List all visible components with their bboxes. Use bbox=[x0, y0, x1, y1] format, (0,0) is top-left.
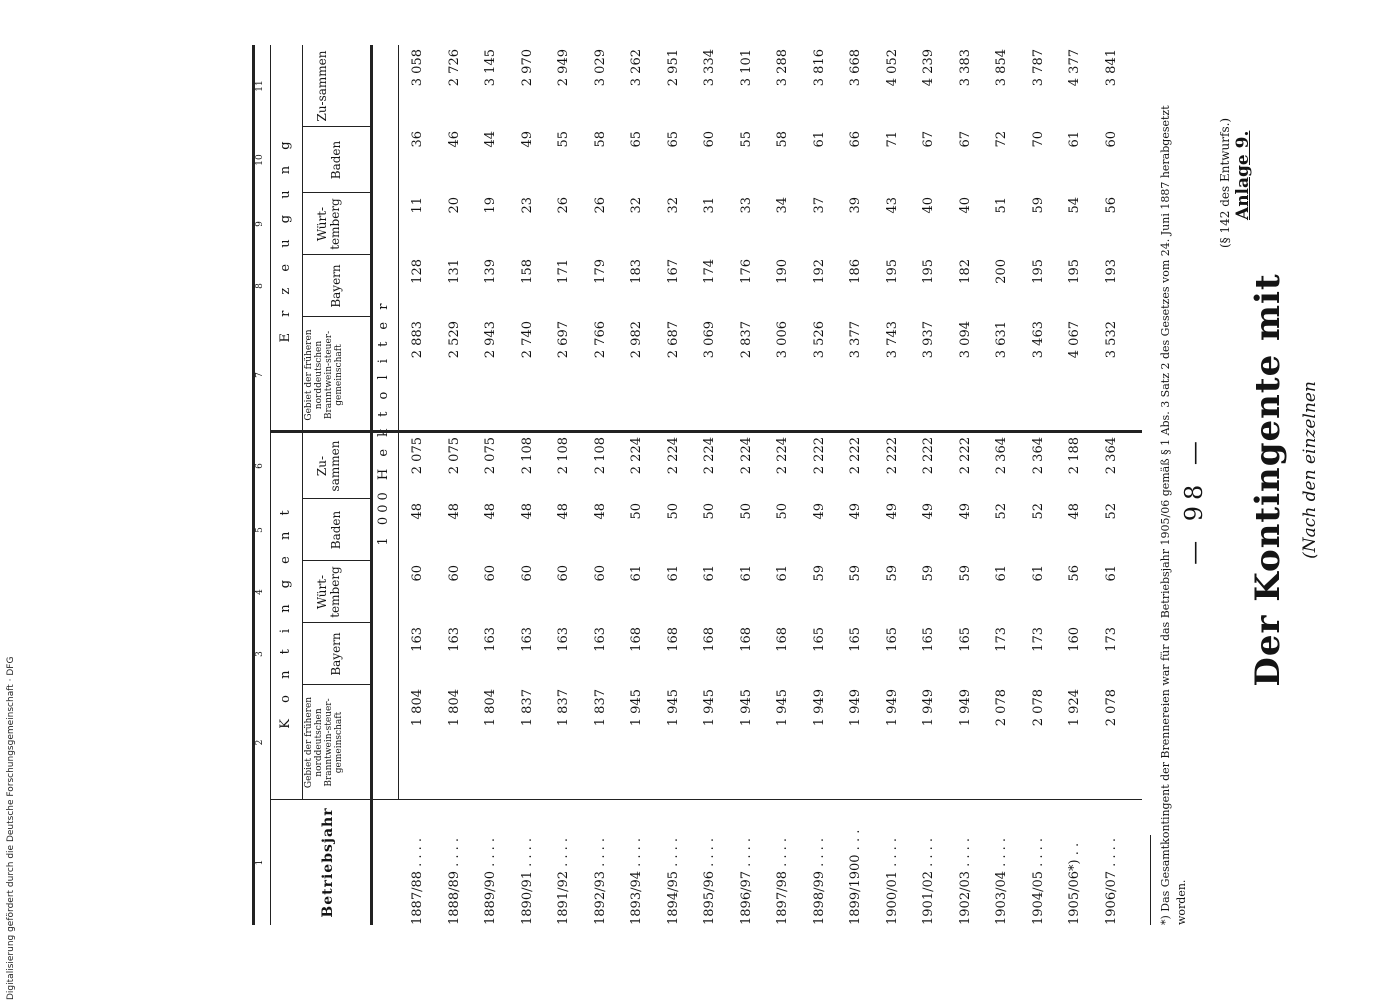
table-cell: 26 bbox=[556, 197, 571, 214]
table-cell: 2 697 bbox=[556, 321, 571, 359]
table-cell: 2 222 bbox=[811, 437, 827, 475]
vrule bbox=[302, 498, 370, 499]
table-cell: 131 bbox=[446, 259, 462, 284]
table-cell: 2 364 bbox=[994, 437, 1009, 475]
table-cell: 1 945 bbox=[665, 689, 681, 727]
table-cell: 60 bbox=[446, 565, 462, 582]
table-cell: 3 841 bbox=[1103, 49, 1119, 87]
table-cell: 2 075 bbox=[483, 437, 498, 475]
data-table bbox=[252, 45, 1142, 925]
table-cell: 50 bbox=[665, 503, 681, 520]
table-cell: 1 945 bbox=[738, 689, 754, 727]
table-cell: 163 bbox=[592, 627, 608, 652]
footnote-rule bbox=[1150, 835, 1151, 925]
vrule bbox=[302, 254, 370, 255]
page-number: — 98 — bbox=[1180, 435, 1208, 565]
k-baden-header: Baden bbox=[329, 510, 343, 550]
table-cell: 48 bbox=[410, 503, 425, 520]
table-cell: 186 bbox=[848, 259, 863, 284]
row-year: 1906/07 . . . . bbox=[1103, 837, 1119, 925]
table-cell: 195 bbox=[1067, 259, 1082, 284]
table-cell: 61 bbox=[738, 565, 754, 582]
table-cell: 71 bbox=[884, 131, 900, 148]
table-cell: 49 bbox=[519, 131, 535, 148]
table-cell: 3 631 bbox=[994, 321, 1009, 359]
table-cell: 2 222 bbox=[921, 437, 936, 475]
table-cell: 55 bbox=[556, 131, 571, 148]
table-cell: 3 145 bbox=[483, 49, 498, 87]
table-cell: 158 bbox=[519, 259, 535, 284]
table-cell: 190 bbox=[775, 259, 790, 284]
table-cell: 128 bbox=[410, 259, 425, 284]
table-cell: 4 067 bbox=[1067, 321, 1082, 359]
table-cell: 59 bbox=[884, 565, 900, 582]
table-cell: 2 188 bbox=[1067, 437, 1082, 475]
table-cell: 1 804 bbox=[410, 689, 425, 727]
table-cell: 1 924 bbox=[1067, 689, 1082, 727]
table-cell: 52 bbox=[1103, 503, 1119, 520]
table-cell: 61 bbox=[1103, 565, 1119, 582]
vrule-center bbox=[270, 430, 1142, 433]
table-cell: 61 bbox=[665, 565, 681, 582]
table-cell: 2 222 bbox=[884, 437, 900, 475]
table-cell: 4 239 bbox=[921, 49, 936, 87]
table-cell: 72 bbox=[994, 131, 1009, 148]
table-cell: 60 bbox=[410, 565, 425, 582]
table-cell: 48 bbox=[592, 503, 608, 520]
unit-rule bbox=[398, 45, 399, 800]
table-cell: 168 bbox=[665, 627, 681, 652]
table-cell: 2 224 bbox=[775, 437, 790, 475]
row-year: 1898/99 . . . . bbox=[811, 837, 827, 925]
table-cell: 3 383 bbox=[957, 49, 973, 87]
table-cell: 59 bbox=[848, 565, 863, 582]
table-cell: 2 108 bbox=[519, 437, 535, 475]
row-year: 1905/06*) . . bbox=[1067, 842, 1082, 925]
paragraph-reference: (§ 142 des Entwurfs.) bbox=[1218, 117, 1232, 248]
table-cell: 61 bbox=[1067, 131, 1082, 148]
digitization-note: Digitalisierung gefördert durch die Deutsche Forschungsgemeinschaft · DFG bbox=[6, 656, 16, 1000]
table-cell: 3 006 bbox=[775, 321, 790, 359]
table-cell: 176 bbox=[738, 259, 754, 284]
table-cell: 2 726 bbox=[446, 49, 462, 87]
row-year: 1896/97 . . . . bbox=[738, 837, 754, 925]
table-cell: 59 bbox=[921, 565, 936, 582]
table-cell: 34 bbox=[775, 197, 790, 214]
colnum-3: 3 bbox=[255, 651, 265, 657]
table-cell: 48 bbox=[1067, 503, 1082, 520]
table-cell: 168 bbox=[738, 627, 754, 652]
table-cell: 50 bbox=[775, 503, 790, 520]
colnum-10: 10 bbox=[255, 154, 265, 166]
table-cell: 3 058 bbox=[410, 49, 425, 87]
table-cell: 50 bbox=[629, 503, 644, 520]
row-year: 1890/91 . . . . bbox=[519, 837, 535, 925]
row-year: 1892/93 . . . . bbox=[592, 837, 608, 925]
table-cell: 168 bbox=[702, 627, 717, 652]
table-cell: 59 bbox=[811, 565, 827, 582]
table-cell: 33 bbox=[738, 197, 754, 214]
table-cell: 3 377 bbox=[848, 321, 863, 359]
row-year: 1893/94 . . . . bbox=[629, 837, 644, 925]
row-year: 1902/03 . . . . bbox=[957, 837, 973, 925]
colnum-5: 5 bbox=[255, 527, 265, 533]
colnum-rule bbox=[270, 45, 271, 925]
row-year: 1903/04 . . . . bbox=[994, 837, 1009, 925]
table-cell: 52 bbox=[994, 503, 1009, 520]
year-header: Betriebsjahr bbox=[320, 807, 336, 918]
table-cell: 1 837 bbox=[556, 689, 571, 727]
table-cell: 20 bbox=[446, 197, 462, 214]
table-cell: 32 bbox=[629, 197, 644, 214]
table-cell: 55 bbox=[738, 131, 754, 148]
table-cell: 44 bbox=[483, 131, 498, 148]
table-cell: 48 bbox=[519, 503, 535, 520]
table-cell: 168 bbox=[775, 627, 790, 652]
table-cell: 70 bbox=[1030, 131, 1046, 148]
table-cell: 56 bbox=[1067, 565, 1082, 582]
table-cell: 165 bbox=[957, 627, 973, 652]
table-cell: 3 787 bbox=[1030, 49, 1046, 87]
table-cell: 1 804 bbox=[483, 689, 498, 727]
page-subtitle: (Nach den einzelnen bbox=[1300, 381, 1320, 559]
table-cell: 2 766 bbox=[592, 321, 608, 359]
colnum-1: 1 bbox=[255, 859, 265, 866]
table-cell: 3 463 bbox=[1030, 321, 1046, 359]
table-cell: 23 bbox=[519, 197, 535, 214]
group-kontingent: K o n t i n g e n t bbox=[278, 504, 293, 729]
vrule bbox=[302, 560, 370, 561]
table-cell: 3 094 bbox=[957, 321, 973, 359]
table-cell: 19 bbox=[483, 197, 498, 214]
table-cell: 1 837 bbox=[592, 689, 608, 727]
e-gebiet-header: Gebiet der früheren norddeutschen Branntwein-steuer-gemeinschaft bbox=[304, 329, 344, 421]
table-cell: 163 bbox=[556, 627, 571, 652]
table-cell: 139 bbox=[483, 259, 498, 284]
table-cell: 3 937 bbox=[921, 321, 936, 359]
table-cell: 11 bbox=[410, 197, 425, 214]
table-cell: 31 bbox=[702, 197, 717, 214]
table-cell: 50 bbox=[738, 503, 754, 520]
table-cell: 183 bbox=[629, 259, 644, 284]
row-year: 1888/89 . . . . bbox=[446, 837, 462, 925]
colnum-6: 6 bbox=[255, 463, 265, 469]
row-year: 1899/1900 . . . bbox=[848, 829, 863, 925]
table-cell: 168 bbox=[629, 627, 644, 652]
table-cell: 167 bbox=[665, 259, 681, 284]
table-cell: 3 262 bbox=[629, 49, 644, 87]
table-cell: 61 bbox=[811, 131, 827, 148]
table-cell: 2 687 bbox=[665, 321, 681, 359]
row-year: 1894/95 . . . . bbox=[665, 837, 681, 925]
table-cell: 2 740 bbox=[519, 321, 535, 359]
colnum-2: 2 bbox=[255, 739, 265, 746]
table-cell: 182 bbox=[957, 259, 973, 284]
table-cell: 2 224 bbox=[629, 437, 644, 475]
table-cell: 2 222 bbox=[848, 437, 863, 475]
table-cell: 1 945 bbox=[775, 689, 790, 727]
table-cell: 2 364 bbox=[1103, 437, 1119, 475]
table-cell: 3 526 bbox=[811, 321, 827, 359]
table-cell: 26 bbox=[592, 197, 608, 214]
table-cell: 179 bbox=[592, 259, 608, 284]
table-cell: 48 bbox=[556, 503, 571, 520]
colnum-8: 8 bbox=[255, 283, 265, 289]
row-year: 1887/88 . . . . bbox=[410, 837, 425, 925]
table-cell: 60 bbox=[519, 565, 535, 582]
table-cell: 50 bbox=[702, 503, 717, 520]
table-cell: 60 bbox=[556, 565, 571, 582]
table-cell: 2 108 bbox=[556, 437, 571, 475]
table-cell: 163 bbox=[483, 627, 498, 652]
table-cell: 49 bbox=[957, 503, 973, 520]
table-cell: 43 bbox=[884, 197, 900, 214]
table-cell: 61 bbox=[775, 565, 790, 582]
table-cell: 60 bbox=[592, 565, 608, 582]
table-cell: 61 bbox=[702, 565, 717, 582]
table-cell: 56 bbox=[1103, 197, 1119, 214]
vrule bbox=[302, 126, 370, 127]
table-cell: 3 069 bbox=[702, 321, 717, 359]
table-cell: 61 bbox=[629, 565, 644, 582]
table-cell: 1 945 bbox=[629, 689, 644, 727]
table-cell: 173 bbox=[1103, 627, 1119, 652]
unit-label: 1 000 H e k t o l i t e r bbox=[376, 299, 391, 546]
anlage-label: Anlage 9. bbox=[1233, 130, 1253, 220]
table-cell: 3 334 bbox=[702, 49, 717, 87]
table-cell: 3 101 bbox=[738, 49, 754, 87]
vrule bbox=[302, 622, 370, 623]
k-bayern-header: Bayern bbox=[329, 632, 343, 676]
table-cell: 58 bbox=[592, 131, 608, 148]
vrule bbox=[302, 192, 370, 193]
e-wuerttemberg-header: Würt-temberg bbox=[315, 198, 342, 250]
table-cell: 3 854 bbox=[994, 49, 1009, 87]
header-bottom-rule bbox=[370, 45, 373, 925]
table-cell: 2 108 bbox=[592, 437, 608, 475]
table-cell: 195 bbox=[921, 259, 936, 284]
table-cell: 2 224 bbox=[702, 437, 717, 475]
table-cell: 3 532 bbox=[1103, 321, 1119, 359]
colnum-11: 11 bbox=[255, 80, 265, 92]
table-cell: 49 bbox=[811, 503, 827, 520]
table-cell: 173 bbox=[994, 627, 1009, 652]
vrule bbox=[302, 684, 370, 685]
table-cell: 2 224 bbox=[665, 437, 681, 475]
k-wuerttemberg-header: Würt-temberg bbox=[315, 566, 342, 618]
row-year: 1895/96 . . . . bbox=[702, 837, 717, 925]
table-cell: 1 949 bbox=[921, 689, 936, 727]
table-cell: 3 668 bbox=[848, 49, 863, 87]
table-cell: 2 970 bbox=[519, 49, 535, 87]
table-cell: 2 075 bbox=[446, 437, 462, 475]
table-cell: 193 bbox=[1103, 259, 1119, 284]
table-cell: 2 949 bbox=[556, 49, 571, 87]
table-cell: 37 bbox=[811, 197, 827, 214]
table-cell: 195 bbox=[884, 259, 900, 284]
colnum-4: 4 bbox=[255, 589, 265, 595]
table-cell: 49 bbox=[921, 503, 936, 520]
row-year: 1904/05 . . . . bbox=[1030, 837, 1046, 925]
table-cell: 163 bbox=[446, 627, 462, 652]
table-cell: 1 949 bbox=[811, 689, 827, 727]
e-zusammen-header: Zu-sammen bbox=[315, 50, 329, 122]
table-cell: 60 bbox=[483, 565, 498, 582]
k-zusammen-header: Zu-sammen bbox=[315, 440, 342, 492]
k-gebiet-header: Gebiet der früheren norddeutschen Branntwein-steuer-gemeinschaft bbox=[304, 696, 344, 789]
table-cell: 49 bbox=[848, 503, 863, 520]
table-cell: 171 bbox=[556, 259, 571, 284]
e-baden-header: Baden bbox=[329, 140, 343, 180]
table-cell: 165 bbox=[921, 627, 936, 652]
table-cell: 2 883 bbox=[410, 321, 425, 359]
table-cell: 4 377 bbox=[1067, 49, 1082, 87]
table-cell: 3 743 bbox=[884, 321, 900, 359]
footnote: *) Das Gesamtkontingent der Brennereien war für das Betriebsjahr 1905/06 gemäß § 1 Abs. 3 Satz 2 des Gesetzes vom 24. Juni 1887 herabgesetzt worden. bbox=[1159, 105, 1188, 925]
table-cell: 39 bbox=[848, 197, 863, 214]
table-cell: 52 bbox=[1030, 503, 1046, 520]
table-cell: 48 bbox=[483, 503, 498, 520]
row-year: 1901/02 . . . . bbox=[921, 837, 936, 925]
table-cell: 60 bbox=[1103, 131, 1119, 148]
row-year: 1891/92 . . . . bbox=[556, 837, 571, 925]
table-cell: 46 bbox=[446, 131, 462, 148]
table-cell: 61 bbox=[1030, 565, 1046, 582]
table-cell: 160 bbox=[1067, 627, 1082, 652]
table-cell: 3 288 bbox=[775, 49, 790, 87]
table-cell: 2 529 bbox=[446, 321, 462, 359]
table-cell: 2 364 bbox=[1030, 437, 1046, 475]
table-cell: 2 943 bbox=[483, 321, 498, 359]
table-cell: 163 bbox=[410, 627, 425, 652]
table-cell: 60 bbox=[702, 131, 717, 148]
table-cell: 1 945 bbox=[702, 689, 717, 727]
table-cell: 48 bbox=[446, 503, 462, 520]
table-cell: 2 078 bbox=[1103, 689, 1119, 727]
table-cell: 40 bbox=[957, 197, 973, 214]
e-bayern-header: Bayern bbox=[329, 264, 343, 308]
row-year: 1897/98 . . . . bbox=[775, 837, 790, 925]
table-cell: 49 bbox=[884, 503, 900, 520]
table-cell: 174 bbox=[702, 259, 717, 284]
colnum-7: 7 bbox=[255, 372, 265, 378]
table-cell: 1 949 bbox=[848, 689, 863, 727]
table-cell: 195 bbox=[1030, 259, 1046, 284]
page-title: Der Kontingente mit bbox=[1248, 273, 1288, 687]
table-cell: 3 029 bbox=[592, 49, 608, 87]
table-cell: 36 bbox=[410, 131, 425, 148]
group-rule bbox=[302, 45, 303, 800]
table-cell: 2 222 bbox=[957, 437, 973, 475]
group-erzeugung: E r z e u g u n g bbox=[278, 135, 293, 343]
colnum-9: 9 bbox=[255, 221, 265, 227]
table-cell: 3 816 bbox=[811, 49, 827, 87]
table-cell: 2 224 bbox=[738, 437, 754, 475]
table-cell: 51 bbox=[994, 197, 1009, 214]
table-cell: 192 bbox=[811, 259, 827, 284]
table-cell: 59 bbox=[1030, 197, 1046, 214]
table-cell: 1 837 bbox=[519, 689, 535, 727]
table-cell: 67 bbox=[957, 131, 973, 148]
table-cell: 61 bbox=[994, 565, 1009, 582]
table-cell: 4 052 bbox=[884, 49, 900, 87]
table-cell: 200 bbox=[994, 259, 1009, 284]
row-year: 1889/90 . . . . bbox=[483, 837, 498, 925]
table-cell: 1 949 bbox=[957, 689, 973, 727]
table-cell: 32 bbox=[665, 197, 681, 214]
table-cell: 163 bbox=[519, 627, 535, 652]
table-cell: 65 bbox=[665, 131, 681, 148]
table-cell: 2 075 bbox=[410, 437, 425, 475]
vrule bbox=[302, 316, 370, 317]
table-cell: 2 951 bbox=[665, 49, 681, 87]
table-cell: 1 804 bbox=[446, 689, 462, 727]
table-cell: 66 bbox=[848, 131, 863, 148]
table-cell: 165 bbox=[811, 627, 827, 652]
table-cell: 54 bbox=[1067, 197, 1082, 214]
table-cell: 2 982 bbox=[629, 321, 644, 359]
table-cell: 65 bbox=[629, 131, 644, 148]
table-cell: 173 bbox=[1030, 627, 1046, 652]
table-cell: 67 bbox=[921, 131, 936, 148]
table-cell: 165 bbox=[848, 627, 863, 652]
table-cell: 2 078 bbox=[1030, 689, 1046, 727]
table-cell: 59 bbox=[957, 565, 973, 582]
table-cell: 165 bbox=[884, 627, 900, 652]
table-cell: 40 bbox=[921, 197, 936, 214]
table-cell: 1 949 bbox=[884, 689, 900, 727]
table-cell: 58 bbox=[775, 131, 790, 148]
table-cell: 2 078 bbox=[994, 689, 1009, 727]
row-year: 1900/01 . . . . bbox=[884, 837, 900, 925]
table-cell: 2 837 bbox=[738, 321, 754, 359]
